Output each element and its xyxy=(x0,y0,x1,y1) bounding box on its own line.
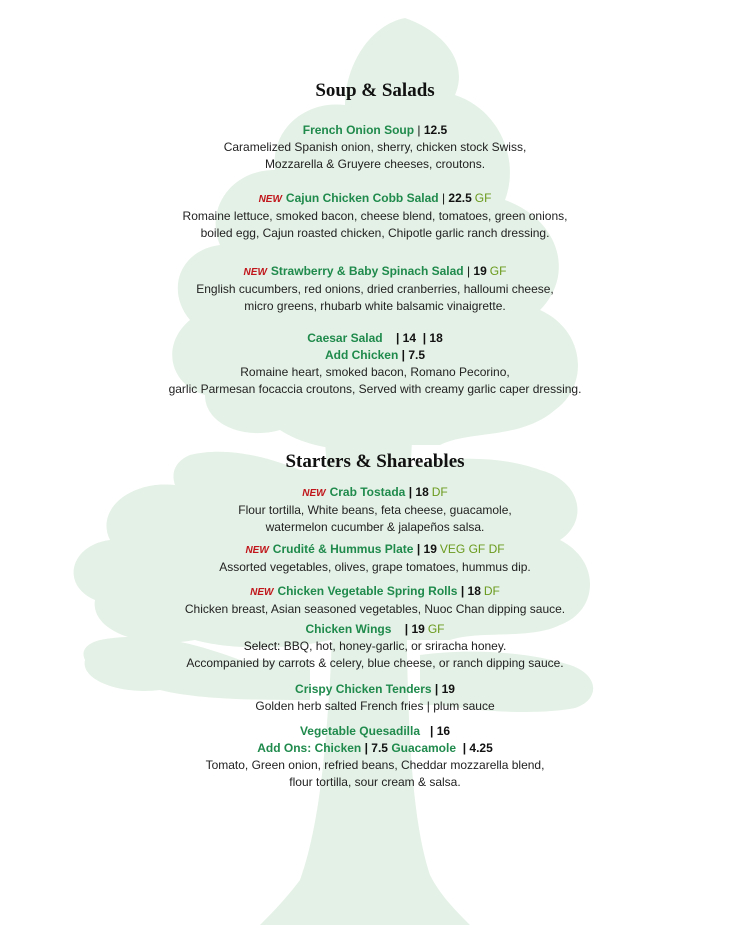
item-description-line: Tomato, Green onion, refried beans, Cheddar mozzarella blend, xyxy=(205,758,545,772)
item-addon: Add Chicken | 7.5 xyxy=(324,348,426,362)
item-price: 19 xyxy=(411,622,425,636)
item-header: NEW Chicken Vegetable Spring Rolls | 18 DF xyxy=(250,584,500,598)
menu-item-chicken-wings xyxy=(0,621,750,672)
item-price-large: 18 xyxy=(429,331,443,345)
item-name: Cajun Chicken Cobb Salad xyxy=(285,191,439,205)
item-header: Vegetable Quesadilla | 16 xyxy=(299,724,451,738)
addon-name: Guacamole xyxy=(391,741,457,755)
new-badge: NEW xyxy=(250,587,274,598)
item-description-line: garlic Parmesan focaccia croutons, Served with creamy garlic caper dressing. xyxy=(168,382,582,396)
new-badge: NEW xyxy=(243,267,267,278)
item-description-line: boiled egg, Cajun roasted chicken, Chipotle garlic ranch dressing. xyxy=(200,226,550,240)
diet-tags: VEG GF DF xyxy=(439,542,505,556)
menu-item-strawberry-spinach-salad xyxy=(0,263,750,315)
item-header: Chicken Wings | 19 GF xyxy=(305,622,445,636)
new-badge: NEW xyxy=(302,488,326,499)
addon-price: 7.5 xyxy=(371,741,388,755)
item-name: Crispy Chicken Tenders xyxy=(295,682,432,696)
menu-item-french-onion-soup xyxy=(0,122,750,173)
item-header: French Onion Soup | 12.5 xyxy=(302,123,448,137)
select-label: Select: xyxy=(243,639,281,653)
menu-item-crispy-chicken-tenders xyxy=(0,681,750,715)
section-title-starters-shareables: Starters & Shareables xyxy=(285,451,465,472)
item-price: 12.5 xyxy=(423,123,448,137)
item-header: NEW Crudité & Hummus Plate | 19 VEG GF DF xyxy=(245,542,505,556)
section-title-soup-salads: Soup & Salads xyxy=(315,80,435,101)
menu-item-vegetable-quesadilla xyxy=(0,723,750,791)
item-name: Chicken Wings xyxy=(305,622,392,636)
addon-price: 4.25 xyxy=(469,741,493,755)
new-badge: NEW xyxy=(245,545,269,556)
item-select-line xyxy=(0,638,750,655)
item-description-line: micro greens, rhubarb white balsamic vinaigrette. xyxy=(244,299,506,313)
item-name: Vegetable Quesadilla xyxy=(299,724,420,738)
item-name: Caesar Salad xyxy=(307,331,383,345)
item-description-line: watermelon cucumber & jalapeños salsa. xyxy=(265,520,485,534)
item-description-line: Romaine lettuce, smoked bacon, cheese blend, tomatoes, green onions, xyxy=(182,209,568,223)
item-name: French Onion Soup xyxy=(302,123,415,137)
addon-label: Add Ons: Chicken xyxy=(257,741,362,755)
item-header: Caesar Salad | 14 | 18 xyxy=(307,331,443,345)
item-name: Crab Tostada xyxy=(329,485,406,499)
diet-tags: GF xyxy=(474,191,492,205)
diet-tags: DF xyxy=(483,584,500,598)
item-price: 19 xyxy=(473,264,487,278)
item-name: Strawberry & Baby Spinach Salad xyxy=(270,264,464,278)
item-header: Crispy Chicken Tenders | 19 xyxy=(295,682,455,696)
item-price: 18 xyxy=(415,485,429,499)
menu-item-crab-tostada xyxy=(0,484,750,536)
item-price: 14 xyxy=(402,331,417,345)
item-header: NEW Cajun Chicken Cobb Salad | 22.5 GF xyxy=(258,191,492,205)
diet-tags: DF xyxy=(431,485,448,499)
item-name: Crudité & Hummus Plate xyxy=(272,542,414,556)
new-badge: NEW xyxy=(258,194,282,205)
menu-item-crudite-hummus-plate xyxy=(0,541,750,576)
diet-tags: GF xyxy=(489,264,507,278)
item-description-line: Accompanied by carrots & celery, blue cheese, or ranch dipping sauce. xyxy=(186,656,564,670)
item-price: 22.5 xyxy=(448,191,472,205)
item-description-line: Flour tortilla, White beans, feta cheese, guacamole, xyxy=(238,503,512,517)
item-price: 19 xyxy=(441,682,455,696)
addon-price: 7.5 xyxy=(408,348,426,362)
item-price: 18 xyxy=(467,584,481,598)
item-description-line: Golden herb salted French fries | plum sauce xyxy=(255,699,495,713)
item-description-line: Caramelized Spanish onion, sherry, chicken stock Swiss, xyxy=(223,140,527,154)
select-options: BBQ, hot, honey-garlic, or sriracha honey. xyxy=(283,639,507,653)
item-description-line: Assorted vegetables, olives, grape tomatoes, hummus dip. xyxy=(219,560,531,574)
addon-name: Add Chicken xyxy=(324,348,399,362)
item-addons: Add Ons: Chicken | 7.5 Guacamole | 4.25 xyxy=(257,741,493,755)
diet-tags: GF xyxy=(427,622,445,636)
item-price: 19 xyxy=(423,542,437,556)
menu-item-cajun-chicken-cobb-salad xyxy=(0,190,750,242)
item-description-line: Chicken breast, Asian seasoned vegetables, Nuoc Chan dipping sauce. xyxy=(184,602,566,616)
item-description-line: English cucumbers, red onions, dried cranberries, halloumi cheese, xyxy=(196,282,554,296)
item-description-line: Mozzarella & Gruyere cheeses, croutons. xyxy=(264,157,486,171)
item-name: Chicken Vegetable Spring Rolls xyxy=(277,584,458,598)
menu-item-chicken-spring-rolls xyxy=(0,583,750,618)
item-description-line: flour tortilla, sour cream & salsa. xyxy=(289,775,461,789)
item-header: NEW Crab Tostada | 18 DF xyxy=(302,485,448,499)
menu-item-caesar-salad xyxy=(0,330,750,398)
item-header: NEW Strawberry & Baby Spinach Salad | 19 GF xyxy=(243,264,507,278)
item-description-line: Romaine heart, smoked bacon, Romano Pecorino, xyxy=(240,365,510,379)
item-price: 16 xyxy=(436,724,451,738)
